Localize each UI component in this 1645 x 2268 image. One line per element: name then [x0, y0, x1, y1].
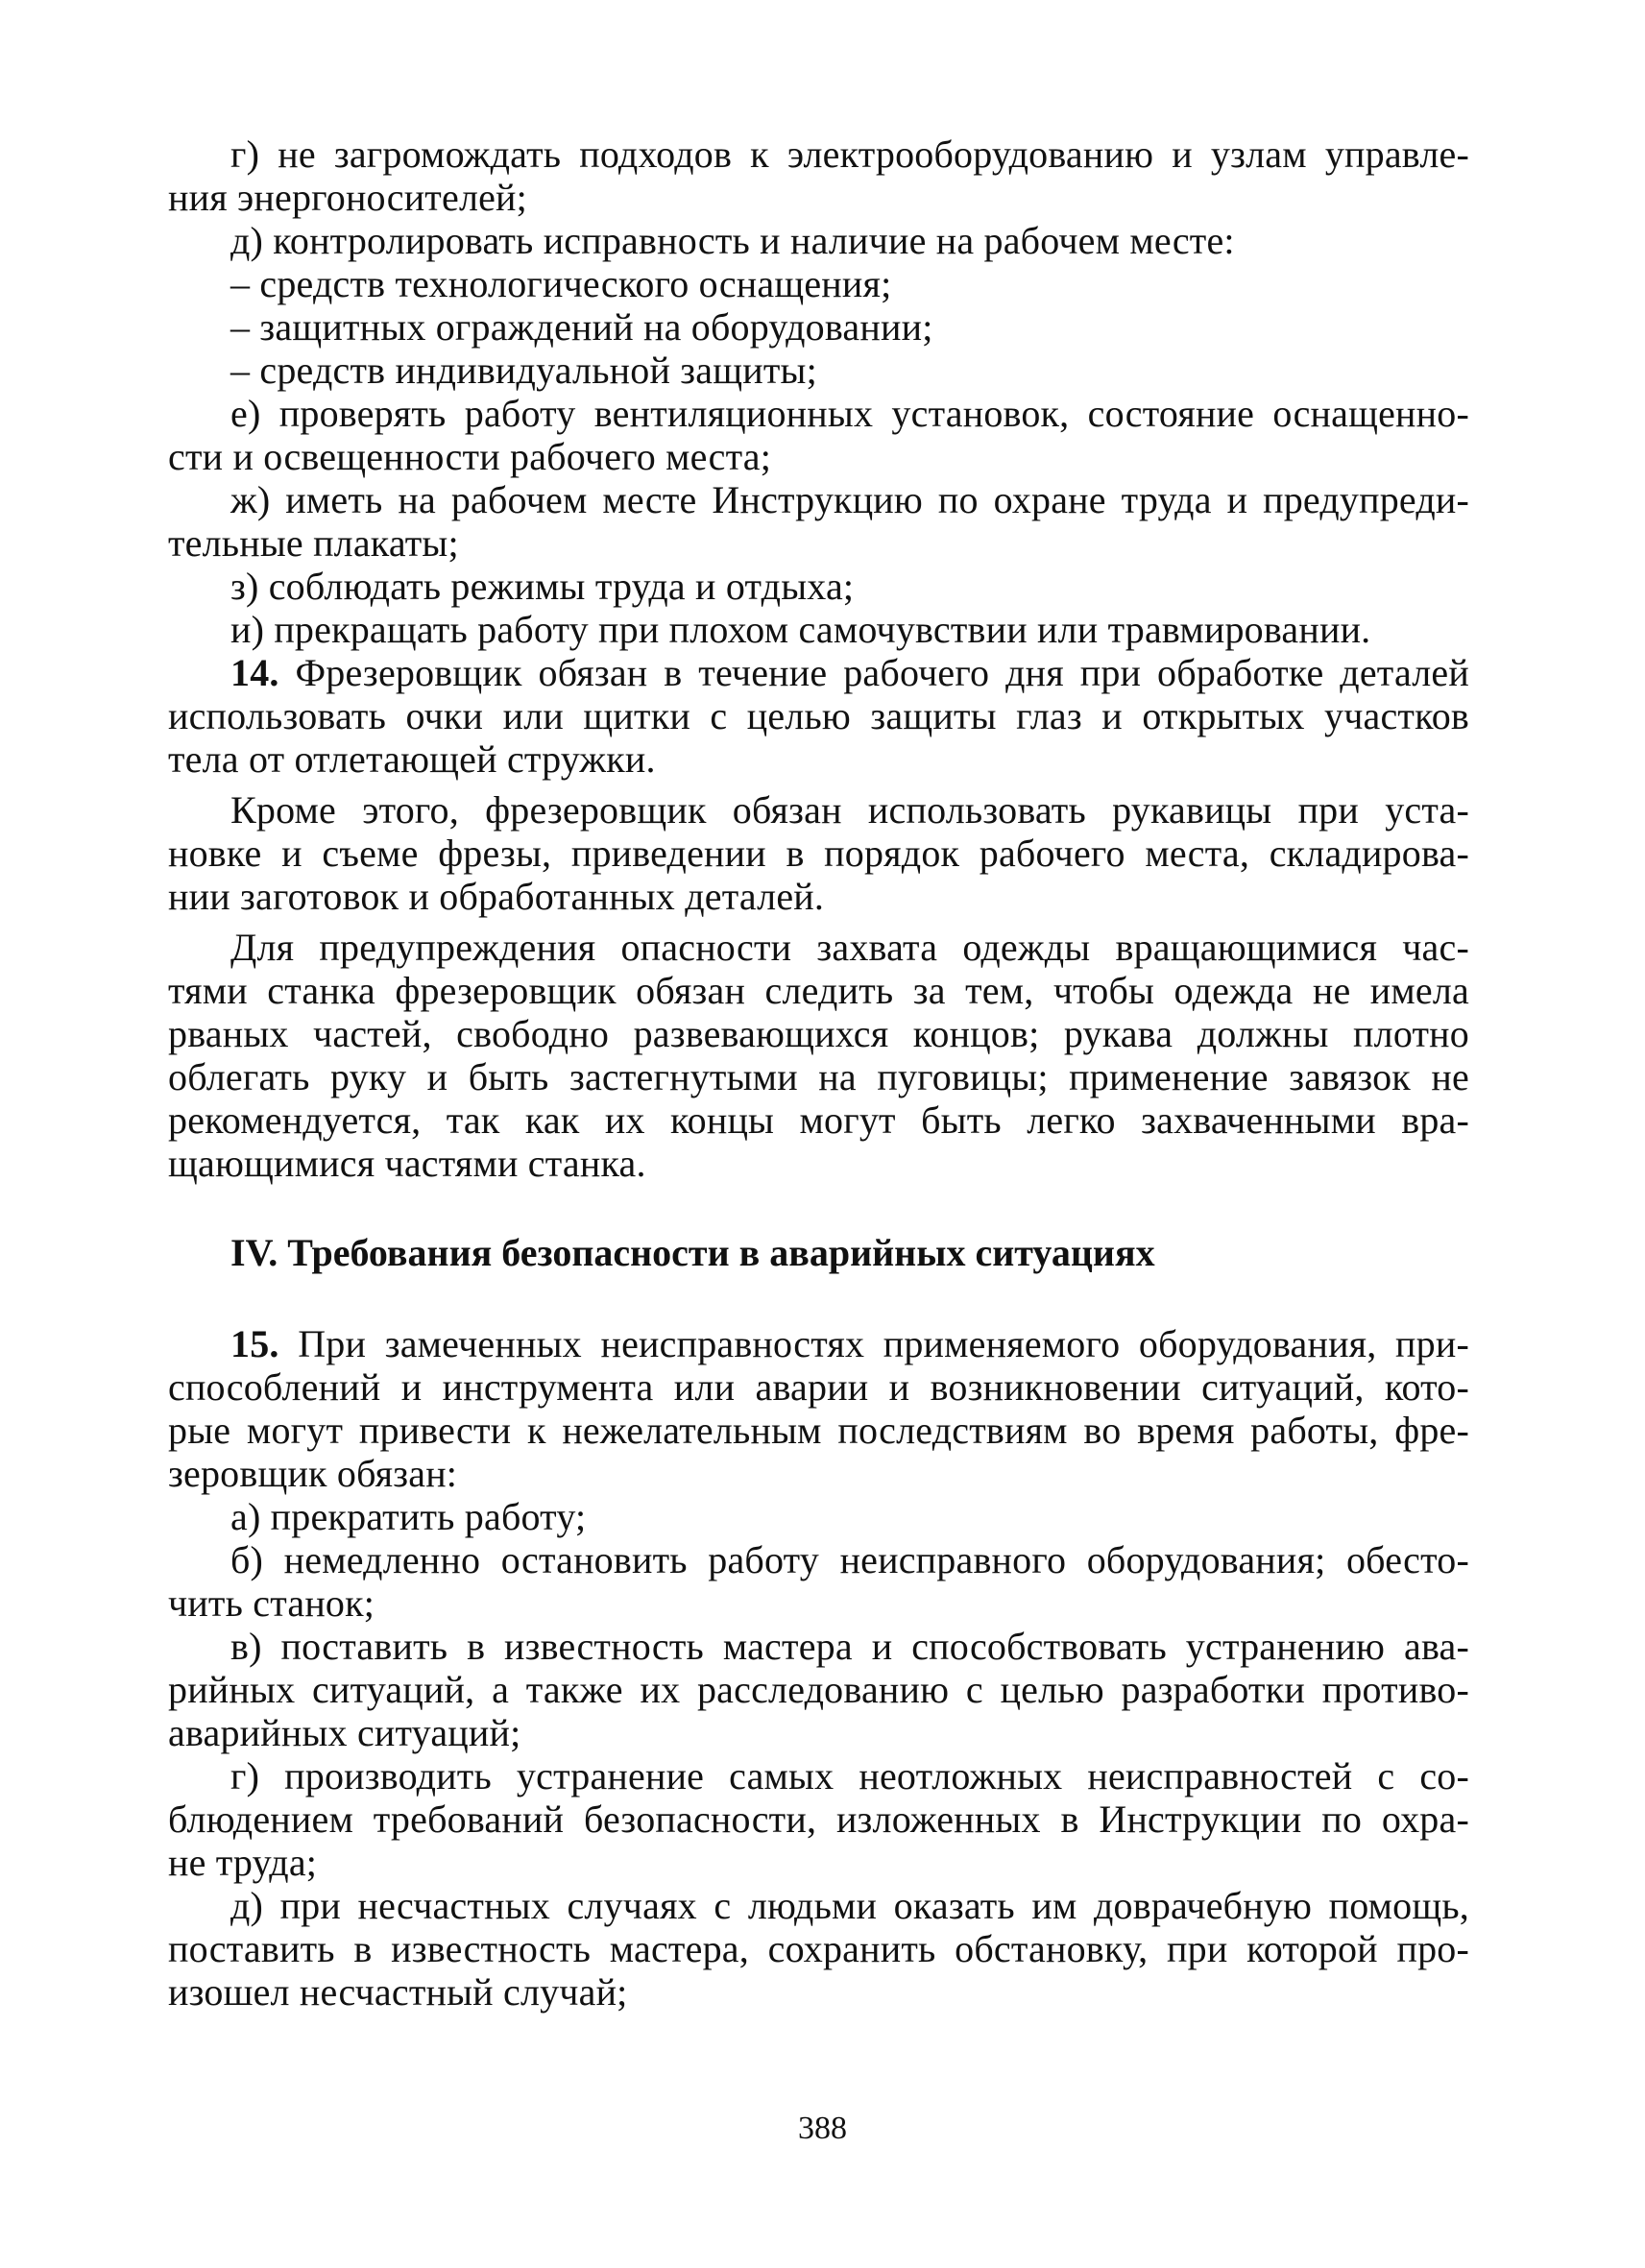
text-line: д) контролировать исправность и наличие на рабочем месте:	[230, 219, 1235, 262]
page-number: 388	[798, 2111, 847, 2146]
text-line: чить станок;	[168, 1581, 375, 1625]
text-line: е) проверять работу вентиляционных установок, состояние оснащенно-	[230, 392, 1469, 435]
text-line: тельные плакаты;	[168, 521, 459, 565]
text-line: поставить в известность мастера, сохранить обстановку, при которой про-	[168, 1927, 1469, 1970]
text-line: з) соблюдать режимы труда и отдыха;	[230, 565, 855, 608]
text-line: ния энергоносителей;	[168, 176, 527, 219]
text-line: г) не загромождать подходов к электрооборудованию и узлам управле-	[230, 133, 1469, 176]
list-block-15	[168, 1495, 1469, 2014]
paragraph-14c	[168, 926, 1469, 1185]
paragraph-14	[168, 651, 1469, 781]
text-line: рийных ситуаций, а также их расследованию с целью разработки противо-	[168, 1668, 1469, 1711]
clause-number: 15.	[230, 1322, 279, 1365]
text-line: новке и съеме фрезы, приведении в порядок рабочего места, складирова-	[168, 832, 1469, 875]
text-line: б) немедленно остановить работу неисправного оборудования; обесто-	[230, 1538, 1469, 1581]
text-line: облегать руку и быть застегнутыми на пуговицы; применение завязок не	[168, 1055, 1469, 1098]
text-line: зеровщик обязан:	[168, 1452, 458, 1495]
text-line: аварийных ситуаций;	[168, 1711, 521, 1754]
clause-text: Фрезеровщик обязан в течение рабочего дня при обработке деталей	[278, 651, 1469, 694]
text-line	[230, 1322, 1469, 1365]
text-line: рые могут привести к нежелательным последствиям во время работы, фре-	[168, 1409, 1469, 1452]
text-line: рваных частей, свободно развевающихся концов; рукава должны плотно	[168, 1012, 1469, 1055]
text-line: – средств технологического оснащения;	[230, 262, 892, 305]
text-line: и) прекращать работу при плохом самочувствии или травмировании.	[230, 608, 1371, 651]
text-line: щающимися частями станка.	[168, 1142, 646, 1185]
list-block-top	[168, 133, 1469, 651]
paragraph-15	[168, 1322, 1469, 1495]
clause-number: 14.	[230, 651, 279, 694]
text-line: тями станка фрезеровщик обязан следить за тем, чтобы одежда не имела	[168, 969, 1469, 1012]
text-line: изошел несчастный случай;	[168, 1970, 628, 2014]
section-heading: IV. Требования безопасности в аварийных ситуациях	[230, 1231, 1155, 1274]
text-line: ж) иметь на рабочем месте Инструкцию по охране труда и предупреди-	[230, 478, 1469, 521]
text-line: – средств индивидуальной защиты;	[230, 349, 817, 392]
text-line: д) при несчастных случаях с людьми оказать им доврачебную помощь,	[230, 1884, 1469, 1927]
paragraph-14b	[168, 788, 1469, 918]
text-line: использовать очки или щитки с целью защиты глаз и открытых участков	[168, 694, 1469, 737]
text-line: блюдением требований безопасности, изложенных в Инструкции по охра-	[168, 1798, 1469, 1841]
text-line: Кроме этого, фрезеровщик обязан использовать рукавицы при уста-	[230, 788, 1469, 832]
text-line: способлений и инструмента или аварии и возникновении ситуаций, кото-	[168, 1365, 1469, 1409]
text-line: сти и освещенности рабочего места;	[168, 435, 772, 478]
text-line: г) производить устранение самых неотложных неисправностей с со-	[230, 1754, 1469, 1798]
page-body	[168, 133, 1469, 2014]
text-line: тела от отлетающей стружки.	[168, 737, 656, 781]
text-line: Для предупреждения опасности захвата одежды вращающимися час-	[230, 926, 1469, 969]
text-line: рекомендуется, так как их концы могут быть легко захваченными вра-	[168, 1098, 1469, 1142]
text-line: а) прекратить работу;	[230, 1495, 587, 1538]
clause-text: При замеченных неисправностях применяемого оборудования, при-	[278, 1322, 1469, 1365]
text-line: – защитных ограждений на оборудовании;	[230, 305, 933, 349]
text-line: нии заготовок и обработанных деталей.	[168, 875, 825, 918]
text-line: не труда;	[168, 1841, 318, 1884]
text-line: в) поставить в известность мастера и способствовать устранению ава-	[230, 1625, 1469, 1668]
text-line	[230, 651, 1469, 694]
